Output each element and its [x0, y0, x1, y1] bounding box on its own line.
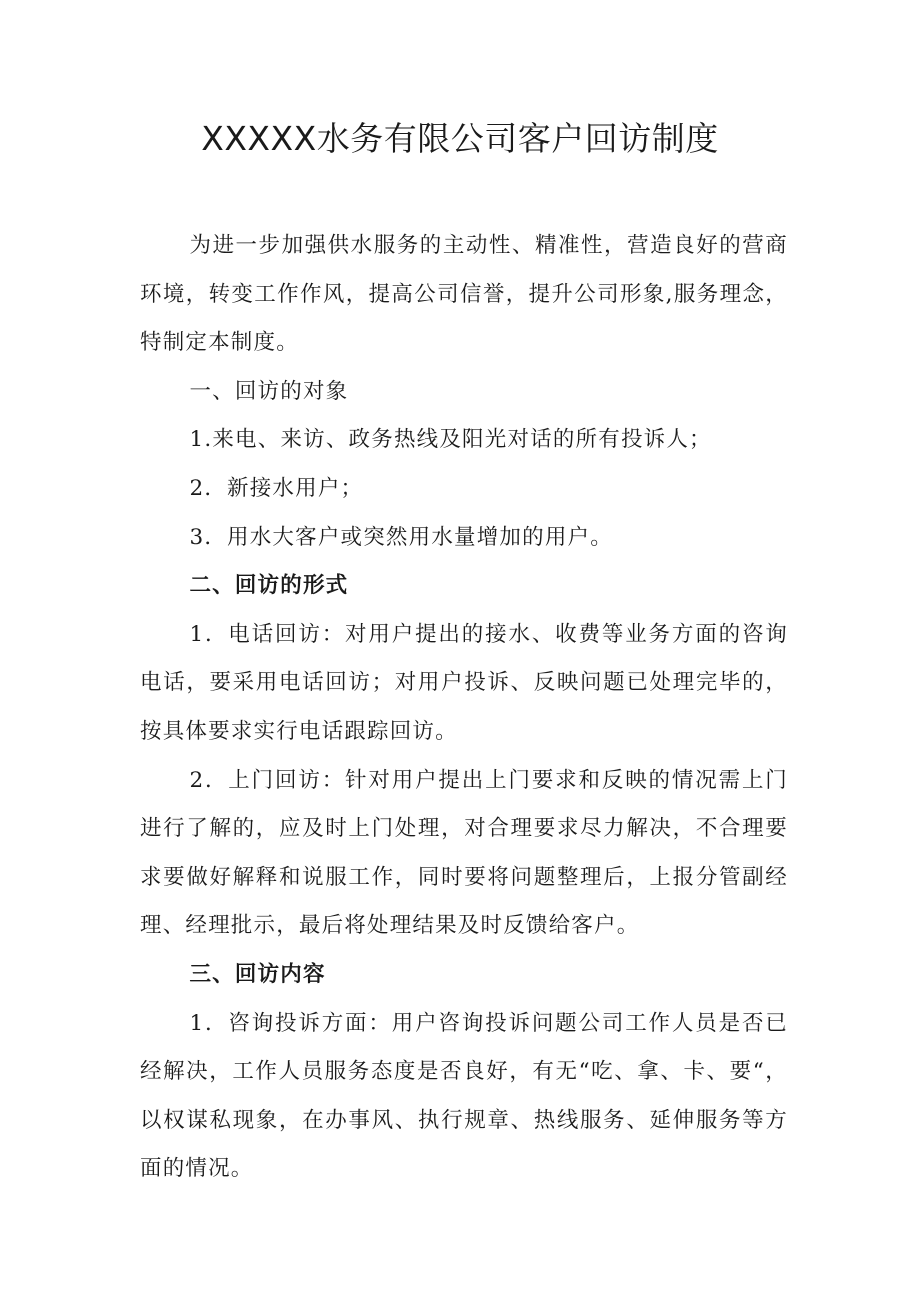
section2-heading: 二、回访的形式 — [189, 573, 349, 599]
section3-item-1: 1．咨询投诉方面：用户咨询投诉问题公司工作人员是否已经解决，工作人员服务态度是否良好，有无“吃、拿、卡、要“，以权谋私现象，在办事风、执行规章、热线服务、延伸服务等方面的情况。 — [140, 1010, 788, 1182]
section1-heading: 一、回访的对象 — [189, 378, 349, 404]
document-body — [140, 222, 788, 1194]
section1-item-1: 1.来电、来访、政务热线及阳光对话的所有投诉人； — [189, 427, 712, 453]
section1-item-3: 3．用水大客户或突然用水量增加的用户。 — [189, 524, 613, 550]
document-title: XXXXX水务有限公司客户回访制度 — [201, 119, 719, 158]
intro-paragraph: 为进一步加强供水服务的主动性、精准性，营造良好的营商环境，转变工作作风，提高公司信誉，提升公司形象,服务理念，特制定本制度。 — [140, 233, 788, 356]
section2-item-1: 1．电话回访：对用户提出的接水、收费等业务方面的咨询电话，要采用电话回访；对用户投诉、反映问题已处理完毕的，按具体要求实行电话跟踪回访。 — [140, 621, 788, 744]
section3-heading: 三、回访内容 — [189, 961, 326, 987]
section1-item-2: 2．新接水用户； — [189, 475, 364, 501]
section2-item-2: 2．上门回访：针对用户提出上门要求和反映的情况需上门进行了解的，应及时上门处理，对合理要求尽力解决，不合理要求要做好解释和说服工作，同时要将问题整理后，上报分管副经理、经理批示，最后将处理结果及时反馈给客户。 — [140, 767, 788, 939]
